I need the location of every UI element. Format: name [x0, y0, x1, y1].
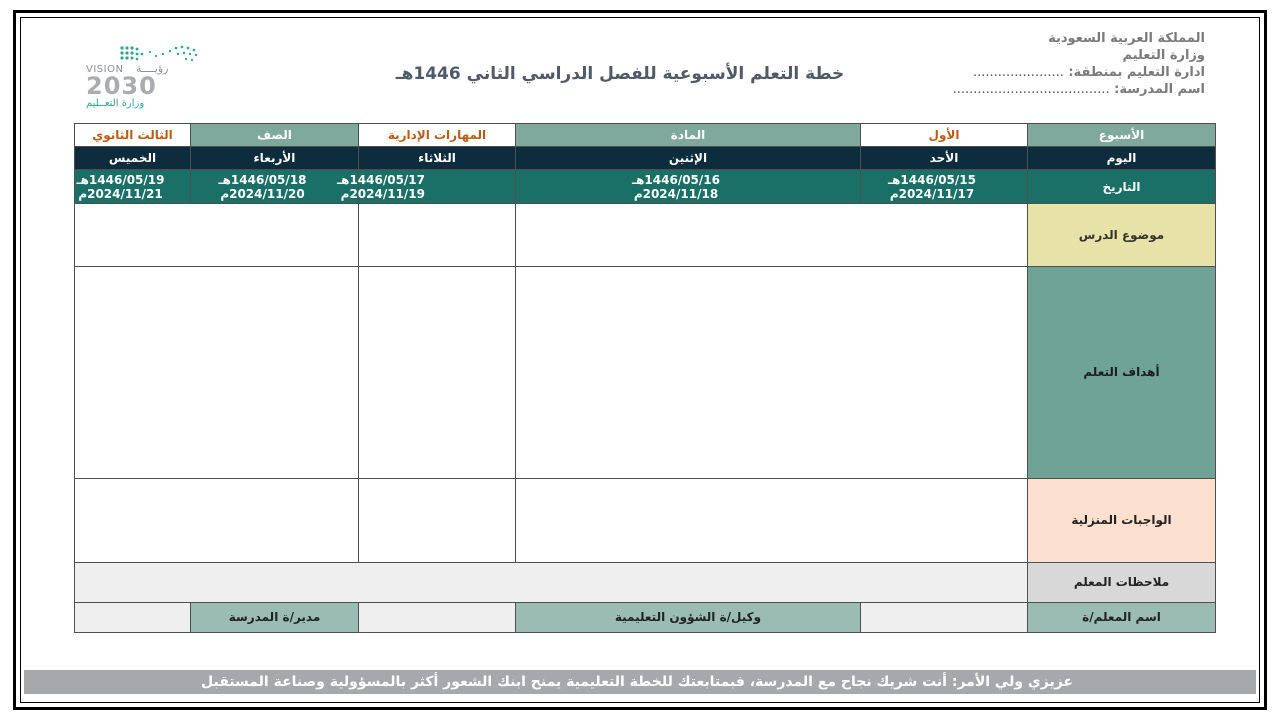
date-hijri: 1446/05/17هـ — [337, 172, 425, 187]
lesson-topic-cell[interactable] — [75, 204, 359, 267]
table-row — [75, 267, 1216, 478]
date-cell — [337, 170, 516, 204]
subject-value[interactable]: المهارات الإدارية — [359, 124, 516, 147]
table-row — [75, 204, 1216, 267]
class-label: الصف — [191, 124, 359, 147]
date-cell — [191, 170, 359, 204]
country-name: المملكة العربية السعودية — [1048, 31, 1205, 46]
homework-cell[interactable] — [75, 478, 359, 562]
header-info — [885, 30, 1205, 98]
lesson-topic-cell[interactable] — [516, 204, 1028, 267]
table-row — [75, 478, 1216, 562]
date-greg: 2024/11/18م — [633, 186, 719, 201]
teacher-name-label: اسم المعلم/ة — [1028, 602, 1216, 632]
day-sunday: الأحد — [861, 147, 1028, 170]
day-wednesday: الأربعاء — [191, 147, 359, 170]
objectives-label: أهداف التعلم — [1028, 267, 1216, 478]
roaya-text: رؤيــــة — [136, 62, 169, 75]
weekly-plan-table — [74, 123, 1216, 633]
date-greg: 2024/11/20م — [220, 186, 305, 201]
subject-label: المادة — [516, 124, 861, 147]
region-label: ادارة التعليم بمنطقة: — [1063, 65, 1205, 80]
lesson-topic-label: موضوع الدرس — [1028, 204, 1216, 267]
table-row — [75, 147, 1216, 170]
principal-label: مدير/ة المدرسة — [191, 602, 359, 632]
date-cell — [75, 170, 191, 204]
day-tuesday: الثلاثاء — [359, 147, 516, 170]
logo-ministry-text: وزارة التعــليم — [86, 98, 145, 109]
date-label: التاريخ — [1028, 170, 1216, 204]
lesson-topic-cell[interactable] — [359, 204, 516, 267]
table-row — [75, 562, 1216, 602]
week-value[interactable]: الأول — [861, 124, 1028, 147]
region-field[interactable]: ...................... — [972, 65, 1064, 80]
date-greg: 2024/11/17م — [889, 186, 975, 201]
school-label: اسم المدرسة: — [1109, 82, 1205, 97]
deputy-field[interactable] — [359, 602, 516, 632]
date-hijri: 1446/05/19هـ — [76, 172, 165, 187]
table-row — [75, 170, 1216, 204]
vision-2030-logo — [86, 44, 216, 116]
date-hijri: 1446/05/16هـ — [632, 172, 720, 187]
day-thursday: الخميس — [75, 147, 191, 170]
week-label: الأسبوع — [1028, 124, 1216, 147]
objectives-cell[interactable] — [516, 267, 1028, 478]
class-value[interactable]: الثالث الثانوي — [75, 124, 191, 147]
teacher-name-field[interactable] — [861, 602, 1028, 632]
deputy-label: وكيل/ة الشؤون التعليمية — [516, 602, 861, 632]
day-monday: الإثنين — [516, 147, 861, 170]
teacher-notes-label: ملاحظات المعلم — [1028, 562, 1216, 602]
date-greg: 2024/11/19م — [340, 186, 425, 201]
vision-year: 2030 — [86, 72, 157, 100]
day-label: اليوم — [1028, 147, 1216, 170]
principal-field[interactable] — [75, 602, 191, 632]
footer-message: عزيزي ولي الأمر: أنت شريك نجاح مع المدرسة، فبمتابعتك للخطة التعليمية يمنح ابنك الشعور أكثر بالمسؤولية وصناعة المستقبل — [201, 674, 1073, 690]
table-row — [75, 602, 1216, 632]
footer-banner — [24, 670, 1256, 694]
school-line — [885, 81, 1205, 98]
homework-cell[interactable] — [359, 478, 516, 562]
document-title: خطة التعلم الأسبوعية للفصل الدراسي الثاني 1446هـ — [395, 64, 845, 84]
date-cell — [516, 170, 861, 204]
objectives-cell[interactable] — [359, 267, 516, 478]
objectives-cell[interactable] — [75, 267, 359, 478]
homework-label: الواجبات المنزلية — [1028, 478, 1216, 562]
date-hijri: 1446/05/15هـ — [888, 172, 976, 187]
homework-cell[interactable] — [516, 478, 1028, 562]
ministry-name: وزارة التعليم — [1122, 48, 1205, 63]
teacher-notes-cell[interactable] — [75, 562, 1028, 602]
date-cell — [861, 170, 1028, 204]
date-greg: 2024/11/21م — [78, 186, 163, 201]
date-hijri: 1446/05/18هـ — [218, 172, 307, 187]
table-row — [75, 124, 1216, 147]
school-field[interactable]: ...................................... — [952, 82, 1110, 97]
region-line — [885, 64, 1205, 81]
vision-text: VISION — [86, 64, 124, 75]
